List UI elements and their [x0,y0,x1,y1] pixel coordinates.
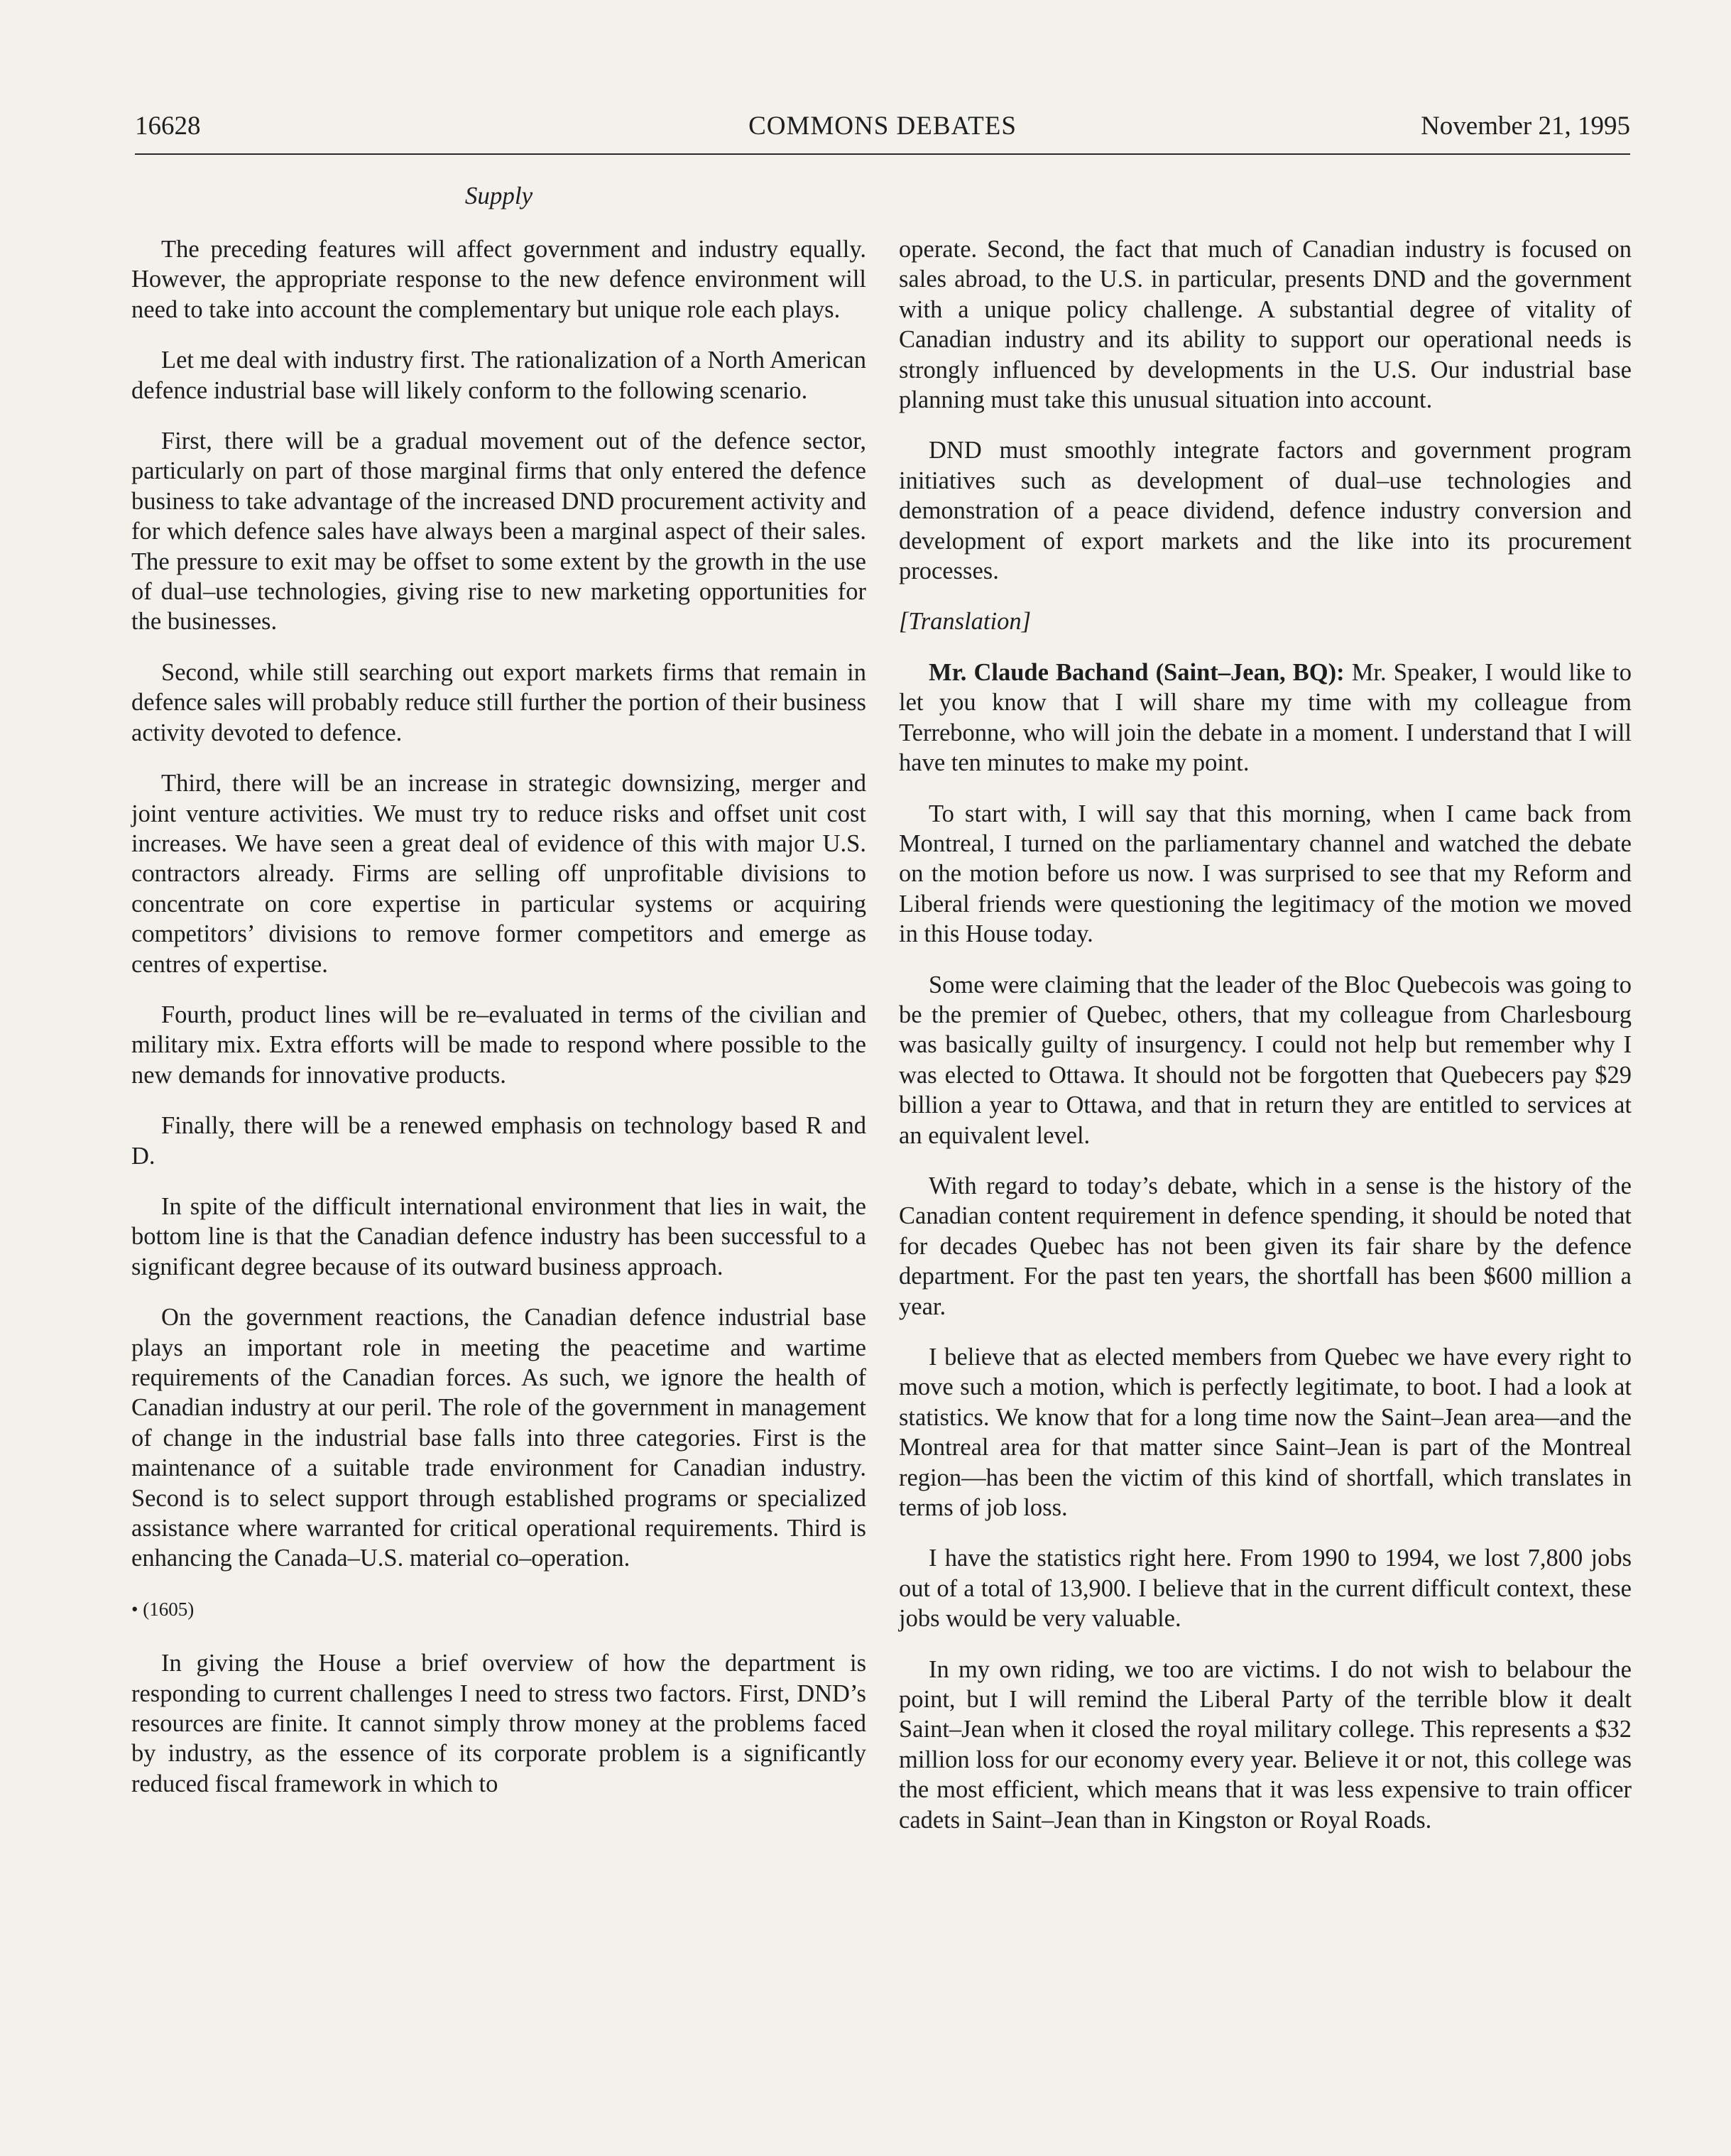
paragraph: Finally, there will be a renewed emphasis on technology based R and D. [131,1112,866,1170]
paragraph: Third, there will be an increase in strategic downsizing, merger and joint venture activities. We must try to reduce risks and offset unit cost increases. We have seen a great deal of evidence of this with major U.S. contractors already. Firms are selling off unprofitable divisions to concentrate on core expertise in particular systems or acquiring competitors’ divisions to remove former competitors and emerge as centres of expertise. [131,770,866,978]
paragraph: Some were claiming that the leader of the Bloc Quebecois was going to be the premier of Quebec, others, that my colleague from Charlesbourg was basically guilty of insurgency. I could not help but remember why I was elected to Ottawa. It should not be forgotten that Quebecers pay $29 billion a year to Ottawa, and that in return they are entitled to services at an equivalent level. [899,971,1632,1149]
right-column [899,234,1632,1856]
paragraph: Second, while still searching out export markets firms that remain in defence sales will probably reduce still further the portion of their business activity devoted to defence. [131,658,866,746]
header-rule [135,153,1630,155]
paragraph: With regard to today’s debate, which in a sense is the history of the Canadian content requirement in defence spending, it should be noted that for decades Quebec has not been given its fair share by the defence department. For the past ten years, the shortfall has been $600 million a year. [899,1172,1632,1320]
paragraph: In my own riding, we too are victims. I do not wish to belabour the point, but I will remind the Liberal Party of the terrible blow it dealt Saint–Jean when it closed the royal military college. This represents a $32 million loss for our economy every year. Believe it or not, this college was the most efficient, which means that it was less expensive to train officer cadets in Saint–Jean than in Kingston or Royal Roads. [899,1655,1632,1834]
translation-tag: [Translation] [899,608,1031,636]
section-title: Supply [464,182,533,209]
page-number: 16628 [135,111,201,141]
time-marker: • (1605) [131,1598,195,1620]
journal-title: COMMONS DEBATES [748,111,1017,141]
paragraph: I have the statistics right here. From 1990 to 1994, we lost 7,800 jobs out of a total of 13,900. I believe that in the current difficult context, these jobs would be very valuable. [899,1545,1632,1633]
paragraph: DND must smoothly integrate factors and government program initiatives such as development of dual–use technologies and demonstration of a peace dividend, defence industry conversion and development of export markets and the like into its procurement processes. [899,437,1632,585]
paragraph: I believe that as elected members from Quebec we have every right to move such a motion, which is perfectly legitimate, to boot. I had a look at statistics. We know that for a long time now the Saint–Jean area—and the Montreal area for that matter since Saint–Jean is part of the Montreal region—has been the victim of this kind of shortfall, which translates in terms of job loss. [899,1344,1632,1522]
paragraph: In spite of the difficult international environment that lies in wait, the bottom line is that the Canadian defence industry has been successful to a significant degree because of its outward business approach. [131,1192,866,1280]
left-column [131,234,866,1819]
paragraph: Fourth, product lines will be re–evaluated in terms of the civilian and military mix. Extra efforts will be made to respond where possible to the new demands for innovative products. [131,1001,866,1089]
paragraph: On the government reactions, the Canadian defence industrial base plays an important role in meeting the peacetime and wartime requirements of the Canadian forces. As such, we ignore the health of Canadian industry at our peril. The role of the government in management of change in the industrial base falls into three categories. First is the maintenance of a suitable trade environment for Canadian industry. Second is to select support through established programs or specialized assistance where warranted for critical operational requirements. Third is enhancing the Canada–U.S. material co–operation. [131,1304,866,1572]
paragraph: The preceding features will affect government and industry equally. However, the appropriate response to the new defence environment will need to take into account the complementary but unique role each plays. [131,236,866,323]
issue-date: November 21, 1995 [1421,111,1630,141]
paragraph: First, there will be a gradual movement out of the defence sector, particularly on part of those marginal firms that only entered the defence business to take advantage of the increased DND procurement activity and for which defence sales have always been a marginal aspect of their sales. The pressure to exit may be offset to some extent by the growth in the use of dual–use technologies, giving rise to new marketing opportunities for the businesses. [131,428,866,636]
paragraph: Let me deal with industry first. The rationalization of a North American defence industrial base will likely conform to the following scenario. [131,347,866,404]
running-header [135,111,1630,148]
speaker-text: Mr. Speaker, I would like to let you know that I will share my time with my colleague from Terrebonne, who will join the debate in a moment. I understand that I will have ten minutes to make my point. [899,658,1632,777]
speaker-name: Mr. Claude Bachand (Saint–Jean, BQ): [929,658,1345,686]
paragraph: In giving the House a brief overview of how the department is responding to current challenges I need to stress two factors. First, DND’s resources are finite. It cannot simply throw money at the problems faced by industry, as the essence of its corporate problem is a significantly reduced fiscal framework in which to [131,1650,866,1797]
speaker-paragraph [899,658,1632,778]
paragraph: To start with, I will say that this morning, when I came back from Montreal, I turned on the parliamentary channel and watched the debate on the motion before us now. I was surprised to see that my Reform and Liberal friends were questioning the legitimacy of the motion we moved in this House today. [899,800,1632,948]
paragraph-continued: operate. Second, the fact that much of Canadian industry is focused on sales abroad, to the U.S. in particular, presents DND and the government with a unique policy challenge. A substantial degree of vitality of Canadian industry and its ability to support our operational needs is strongly influenced by developments in the U.S. Our industrial base planning must take this unusual situation into account. [899,236,1632,414]
